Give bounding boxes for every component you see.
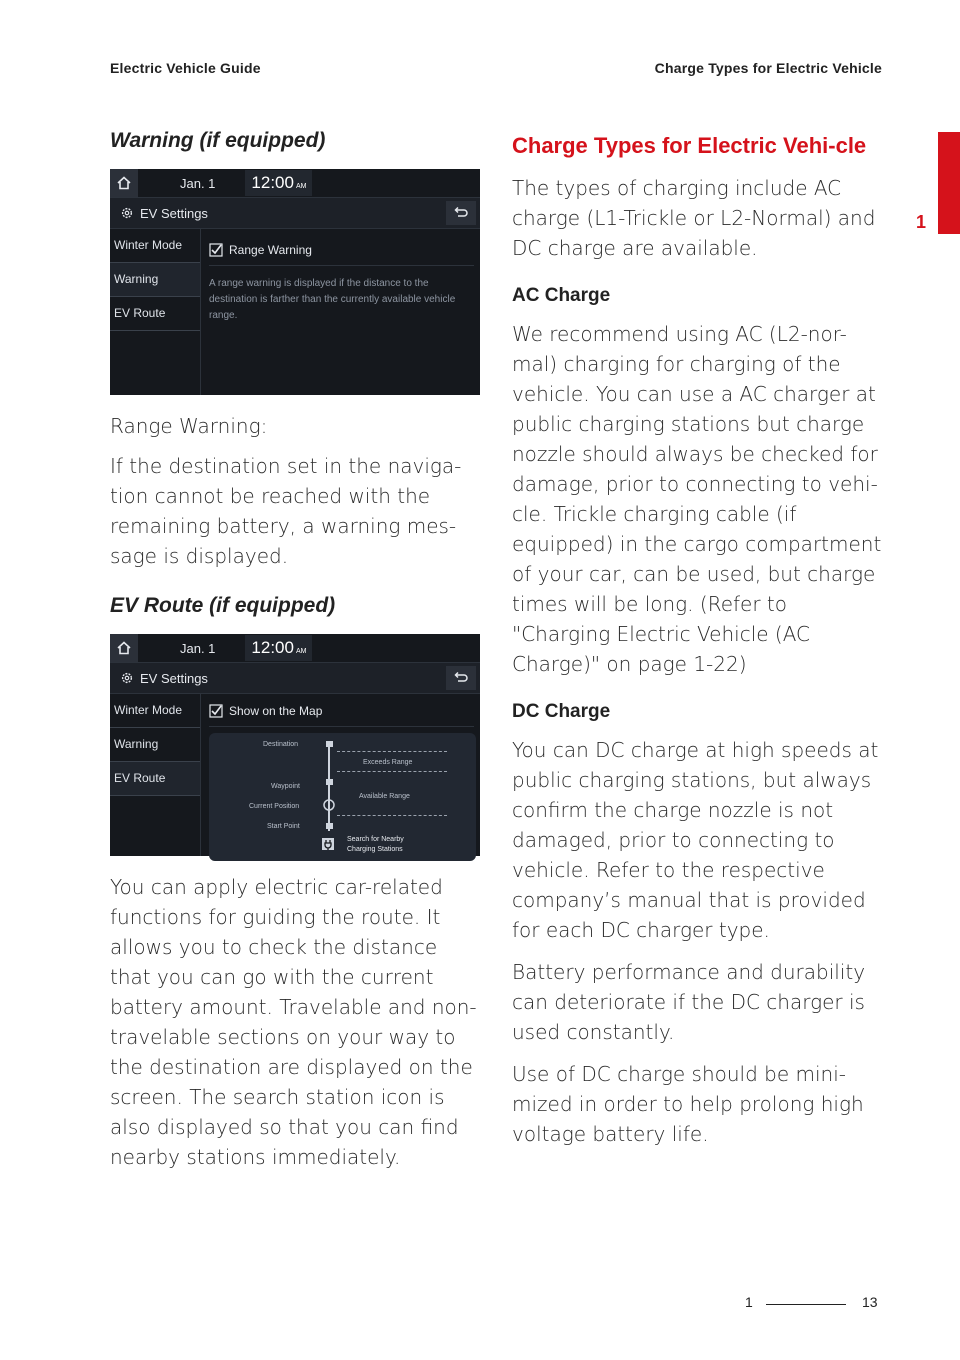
clock bbox=[245, 170, 312, 196]
route-preview-panel bbox=[209, 733, 476, 861]
screen-title: EV Settings bbox=[140, 670, 208, 686]
settings-pane bbox=[201, 694, 480, 856]
menu-item-warning[interactable]: Warning bbox=[110, 263, 200, 297]
charge-types-heading: Charge Types for Electric Vehi-cle bbox=[512, 133, 867, 158]
menu-item-warning[interactable]: Warning bbox=[110, 728, 200, 762]
settings-menu bbox=[110, 229, 201, 395]
left-column bbox=[110, 128, 480, 1184]
time-text: 12:00 bbox=[251, 638, 294, 658]
show-on-map-option[interactable] bbox=[209, 696, 474, 727]
home-icon[interactable] bbox=[110, 634, 138, 662]
date-text: Jan. 1 bbox=[180, 640, 216, 656]
title-bar bbox=[110, 198, 480, 229]
settings-pane bbox=[201, 229, 480, 395]
checkbox-checked-icon[interactable] bbox=[209, 243, 223, 257]
available-range-label: Available Range bbox=[359, 793, 410, 801]
chapter-tab bbox=[938, 132, 960, 234]
show-on-map-label: Show on the Map bbox=[229, 704, 323, 719]
range-warning-option[interactable] bbox=[209, 235, 474, 266]
ev-settings-warning-screenshot bbox=[110, 169, 480, 395]
route-line-icon bbox=[321, 739, 337, 835]
charge-types-intro: The types of charging include AC charge (L1-Trickle or L2-Normal) and DC charge are available. bbox=[512, 176, 876, 260]
page-number: 13 bbox=[862, 1294, 878, 1310]
ampm-text: AM bbox=[295, 183, 307, 191]
warning-heading: Warning (if equipped) bbox=[110, 129, 326, 152]
checkbox-checked-icon[interactable] bbox=[209, 704, 223, 718]
footer-divider bbox=[766, 1304, 846, 1305]
back-icon bbox=[453, 206, 469, 220]
range-warning-paragraph: If the destination set in the naviga-tion cannot be reached with the remaining battery, a warning mes-sage is displayed. bbox=[110, 454, 462, 569]
running-header-left: Electric Vehicle Guide bbox=[110, 60, 261, 76]
footer-chapter-number: 1 bbox=[745, 1294, 753, 1310]
ev-route-paragraph: You can apply electric car-related functions for guiding the route. It allows you to check the distance that you can go with the current battery amount. Travelable and non-travelable sections on your way to the destination are displayed on the screen. The search station icon is also displayed so that you can find nearby stations immediately. bbox=[110, 875, 477, 1170]
destination-label: Destination bbox=[263, 741, 299, 749]
back-button[interactable] bbox=[446, 666, 476, 690]
screen-title: EV Settings bbox=[140, 205, 208, 221]
title-bar bbox=[110, 663, 480, 694]
status-bar bbox=[110, 169, 480, 198]
search-stations-line1[interactable]: Search for Nearby bbox=[347, 836, 404, 844]
status-bar bbox=[110, 634, 480, 663]
dc-charge-paragraph-3: Use of DC charge should be mini-mized in order to help prolong high voltage battery life. bbox=[512, 1062, 864, 1146]
dc-charge-heading: DC Charge bbox=[512, 701, 611, 722]
ev-settings-route-screenshot bbox=[110, 634, 480, 856]
gear-icon bbox=[120, 206, 134, 220]
back-button[interactable] bbox=[446, 201, 476, 225]
range-warning-label-text: Range Warning: bbox=[110, 414, 268, 439]
range-warning-description: A range warning is displayed if the distance to the destination is farther than the currently available vehicle range. bbox=[209, 278, 456, 322]
chapter-number: 1 bbox=[915, 212, 926, 232]
menu-item-ev-route[interactable]: EV Route bbox=[110, 297, 200, 331]
range-warning-label: Range Warning bbox=[229, 243, 312, 258]
running-header-right: Charge Types for Electric Vehicle bbox=[654, 60, 882, 76]
clock bbox=[245, 635, 312, 661]
search-stations-line2[interactable]: Charging Stations bbox=[347, 846, 403, 854]
ev-route-heading: EV Route (if equipped) bbox=[110, 594, 336, 618]
dc-charge-paragraph-1: You can DC charge at high speeds at public charging stations, but always confirm the charge nozzle is not damaged, prior to connecting to vehicle. Refer to the respective company’s manual that is provided for each DC charger type. bbox=[512, 738, 879, 942]
ac-charge-paragraph: We recommend using AC (L2-nor-mal) charging for charging of the vehicle. You can use a AC charger at public charging stations but charge nozzle should always be checked for damage, prior to connecting to vehi-cle. Trickle charging cable (if equipped) in the cargo compartment of your car, can be used, but charge times will be long. (Refer to "Charging Electric Vehicle (AC Charge)" on page 1-22) bbox=[512, 322, 882, 676]
date-text: Jan. 1 bbox=[180, 175, 216, 191]
right-column bbox=[512, 128, 882, 1161]
ampm-text: AM bbox=[295, 648, 307, 656]
waypoint-label: Waypoint bbox=[271, 783, 300, 791]
settings-menu bbox=[110, 694, 201, 856]
menu-item-winter-mode[interactable]: Winter Mode bbox=[110, 694, 200, 728]
ac-charge-heading: AC Charge bbox=[512, 285, 611, 306]
home-icon[interactable] bbox=[110, 169, 138, 197]
time-text: 12:00 bbox=[251, 173, 294, 193]
current-position-label: Current Position bbox=[249, 803, 300, 811]
gear-icon bbox=[120, 671, 134, 685]
charging-station-icon[interactable] bbox=[321, 837, 335, 851]
start-point-label: Start Point bbox=[267, 823, 300, 831]
menu-item-winter-mode[interactable]: Winter Mode bbox=[110, 229, 200, 263]
menu-item-ev-route[interactable]: EV Route bbox=[110, 762, 200, 796]
back-icon bbox=[453, 671, 469, 685]
exceeds-range-label: Exceeds Range bbox=[363, 759, 413, 767]
dc-charge-paragraph-2: Battery performance and durability can deteriorate if the DC charger is used constantly. bbox=[512, 960, 866, 1044]
